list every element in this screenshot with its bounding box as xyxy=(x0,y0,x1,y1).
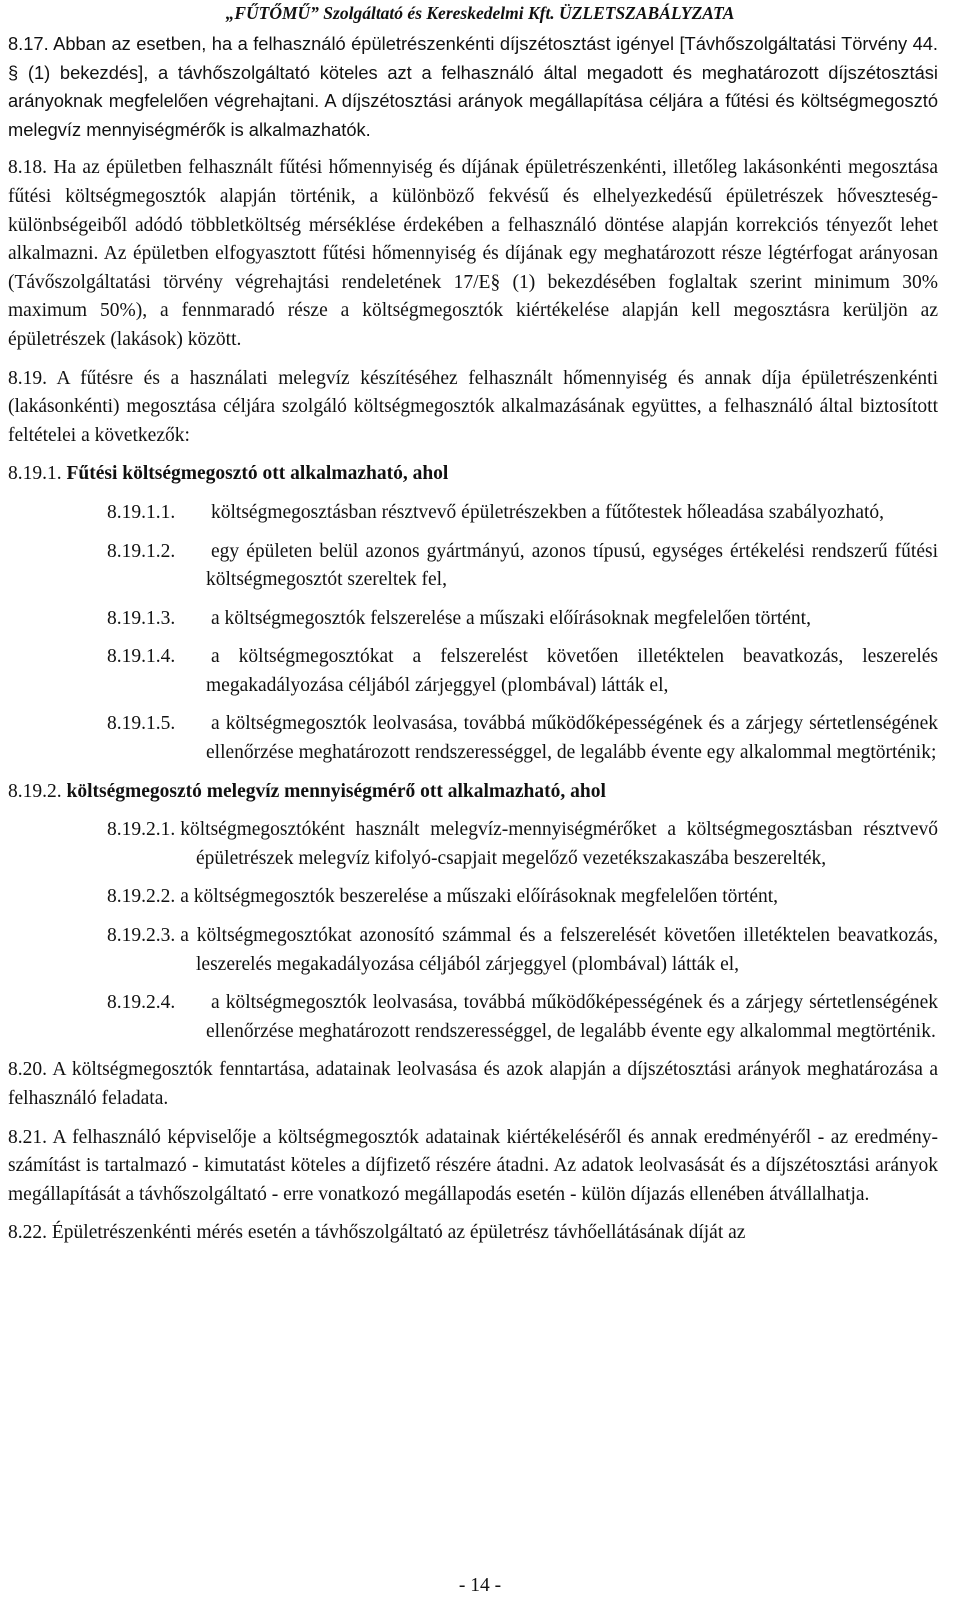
list-item-8-19-2-1 xyxy=(107,816,938,873)
list-item-number: 8.19.2.2. xyxy=(107,886,176,908)
list-item-text: a költségmegosztók leolvasása, továbbá működőképességének és a zárjegy sértetlenségének ellenőrzése meghatározott rendszerességgel, de legalább évente egy alkalommal megtörténik; xyxy=(206,713,938,764)
paragraph-text: A felhasználó képviselője a költségmegosztók adatainak kiértékeléséről és annak eredményéről - az eredmény-számítást is tartalmazó - kimutatást köteles a díjfizető részére átadni. Az adatok leolvasását és a díjszétosztási arányok megállapítását a távhőszolgáltató - erre vonatkozó megállapodás esetén - külön díjazás ellenében átvállalhatja. xyxy=(8,1126,938,1205)
paragraph-8-19 xyxy=(8,365,938,451)
list-item-text: a költségmegosztókat a felszerelést követően illetéktelen beavatkozás, leszerelés megakadályozása céljából zárjeggyel (plombával) látták el, xyxy=(206,646,938,696)
paragraph-number: 8.18. xyxy=(8,157,47,179)
paragraph-8-22 xyxy=(8,1219,938,1248)
list-item-number: 8.19.1.3. xyxy=(107,607,176,629)
list-item-text: egy épületen belül azonos gyártmányú, azonos típusú, egységes értékelési rendszerű fűtési költségmegosztót szereltek fel, xyxy=(206,540,938,591)
list-item-number: 8.19.2.1. xyxy=(107,819,176,841)
paragraph-number: 8.21. xyxy=(8,1126,47,1148)
list-item-text: költségmegosztásban résztvevő épületrészekben a fűtőtestek hőleadása szabályozható, xyxy=(211,501,885,523)
heading-8-19-1 xyxy=(8,460,938,489)
document-body xyxy=(8,30,938,1248)
paragraph-number: 8.20. xyxy=(8,1059,47,1081)
list-item-text: a költségmegosztókat azonosító számmal és a felszerelését követően illetéktelen beavatkozás, leszerelés megakadályozása céljából zárjeggyel (plombával) látták el, xyxy=(180,925,938,975)
heading-text: Fűtési költségmegosztó ott alkalmazható, ahol xyxy=(66,463,449,485)
paragraph-text: A költségmegosztók fenntartása, adatainak leolvasása és azok alapján a díjszétosztási arányok meghatározása a felhasználó feladata. xyxy=(8,1059,938,1109)
list-item-8-19-1-2 xyxy=(107,538,938,595)
list-item-8-19-2-3 xyxy=(107,922,938,979)
paragraph-number: 8.22. xyxy=(8,1222,47,1244)
list-item-8-19-1-4 xyxy=(107,643,938,700)
list-item-text: a költségmegosztók beszerelése a műszaki előírásoknak megfelelően történt, xyxy=(180,886,779,908)
list-item-text: a költségmegosztók leolvasása, továbbá működőképességének és a zárjegy sértetlenségének ellenőrzése meghatározott rendszerességgel, de legalább évente egy alkalommal megtörténik. xyxy=(206,992,938,1042)
list-item-number: 8.19.2.3. xyxy=(107,925,176,947)
list-item-8-19-2-2 xyxy=(107,883,938,912)
paragraph-number: 8.19. xyxy=(8,367,47,389)
paragraph-text: Épületrészenkénti mérés esetén a távhőszolgáltató az épületrész távhőellátásának díját az xyxy=(51,1222,746,1244)
paragraph-text: A fűtésre és a használati melegvíz készítéséhez felhasznált hőmennyiség és annak díja épületrészenkénti (lakásonkénti) megosztása céljára szolgáló költségmegosztók alkalmazásának együttes, a felhasználó által biztosított feltételei a következők: xyxy=(8,367,938,446)
paragraph-8-18 xyxy=(8,154,938,354)
heading-number: 8.19.2. xyxy=(8,780,62,802)
list-item-number: 8.19.1.5. xyxy=(107,713,176,735)
list-item-8-19-1-5 xyxy=(107,710,938,767)
list-item-number: 8.19.1.1. xyxy=(107,501,176,523)
page-header: „FŰTŐMŰ” Szolgáltató és Kereskedelmi Kft. ÜZLETSZABÁLYZATA xyxy=(225,3,735,23)
paragraph-text: Abban az esetben, ha a felhasználó épületrészenkénti díjszétosztást igényel [Távhőszolgáltatási Törvény 44. § (1) bekezdés], a távhőszolgáltató köteles azt a felhasználó által megadott és meghatározott díjszétosztási arányoknak megfelelően végrehajtani. A díjszétosztási arányok megállapítása céljára a fűtési és költségmegosztó melegvíz mennyiségmérők is alkalmazhatók. xyxy=(8,33,938,140)
page-number: - 14 - xyxy=(458,1575,502,1596)
paragraph-8-20 xyxy=(8,1056,938,1113)
list-item-number: 8.19.1.2. xyxy=(107,540,176,562)
list-item-8-19-1-3 xyxy=(107,605,938,634)
list-item-number: 8.19.2.4. xyxy=(107,992,176,1014)
paragraph-8-17 xyxy=(8,30,938,144)
heading-text: költségmegosztó melegvíz mennyiségmérő ott alkalmazható, ahol xyxy=(66,780,606,802)
paragraph-8-21 xyxy=(8,1124,938,1210)
heading-number: 8.19.1. xyxy=(8,463,62,485)
list-item-8-19-2-4 xyxy=(107,989,938,1046)
list-item-text: a költségmegosztók felszerelése a műszaki előírásoknak megfelelően történt, xyxy=(211,607,811,629)
list-item-text: költségmegosztóként használt melegvíz-mennyiségmérőket a költségmegosztásban résztvevő épületrészek melegvíz kifolyó-csapjait megelőző vezetékszakaszába beszerelték, xyxy=(180,819,938,869)
paragraph-number: 8.17. xyxy=(8,33,49,54)
list-item-number: 8.19.1.4. xyxy=(107,646,176,668)
paragraph-text: Ha az épületben felhasznált fűtési hőmennyiség és díjának épületrészenkénti, illetőleg lakásonkénti megosztása fűtési költségmegosztók alapján történik, a különböző fekvésű és elhelyezkedésű épületrészek hőveszteség-különbségeiből adódó többletköltség mérséklése érdekében a felhasználó döntése alapján korrekciós tényezőt lehet alkalmazni. Az épületben elfogyasztott fűtési hőmennyiség és díjának egy meghatározott része légtérfogat arányosan (Távőszolgáltatási törvény végrehajtási rendeletének 17/E§ (1) bekezdésében foglaltak szerint minimum 30% maximum 50%), a fennmaradó része a költségmegosztók kiértékelése alapján kell megosztásra kerüljön az épületrészek (lakások) között. xyxy=(8,157,938,350)
heading-8-19-2 xyxy=(8,778,938,807)
list-item-8-19-1-1 xyxy=(107,499,938,528)
